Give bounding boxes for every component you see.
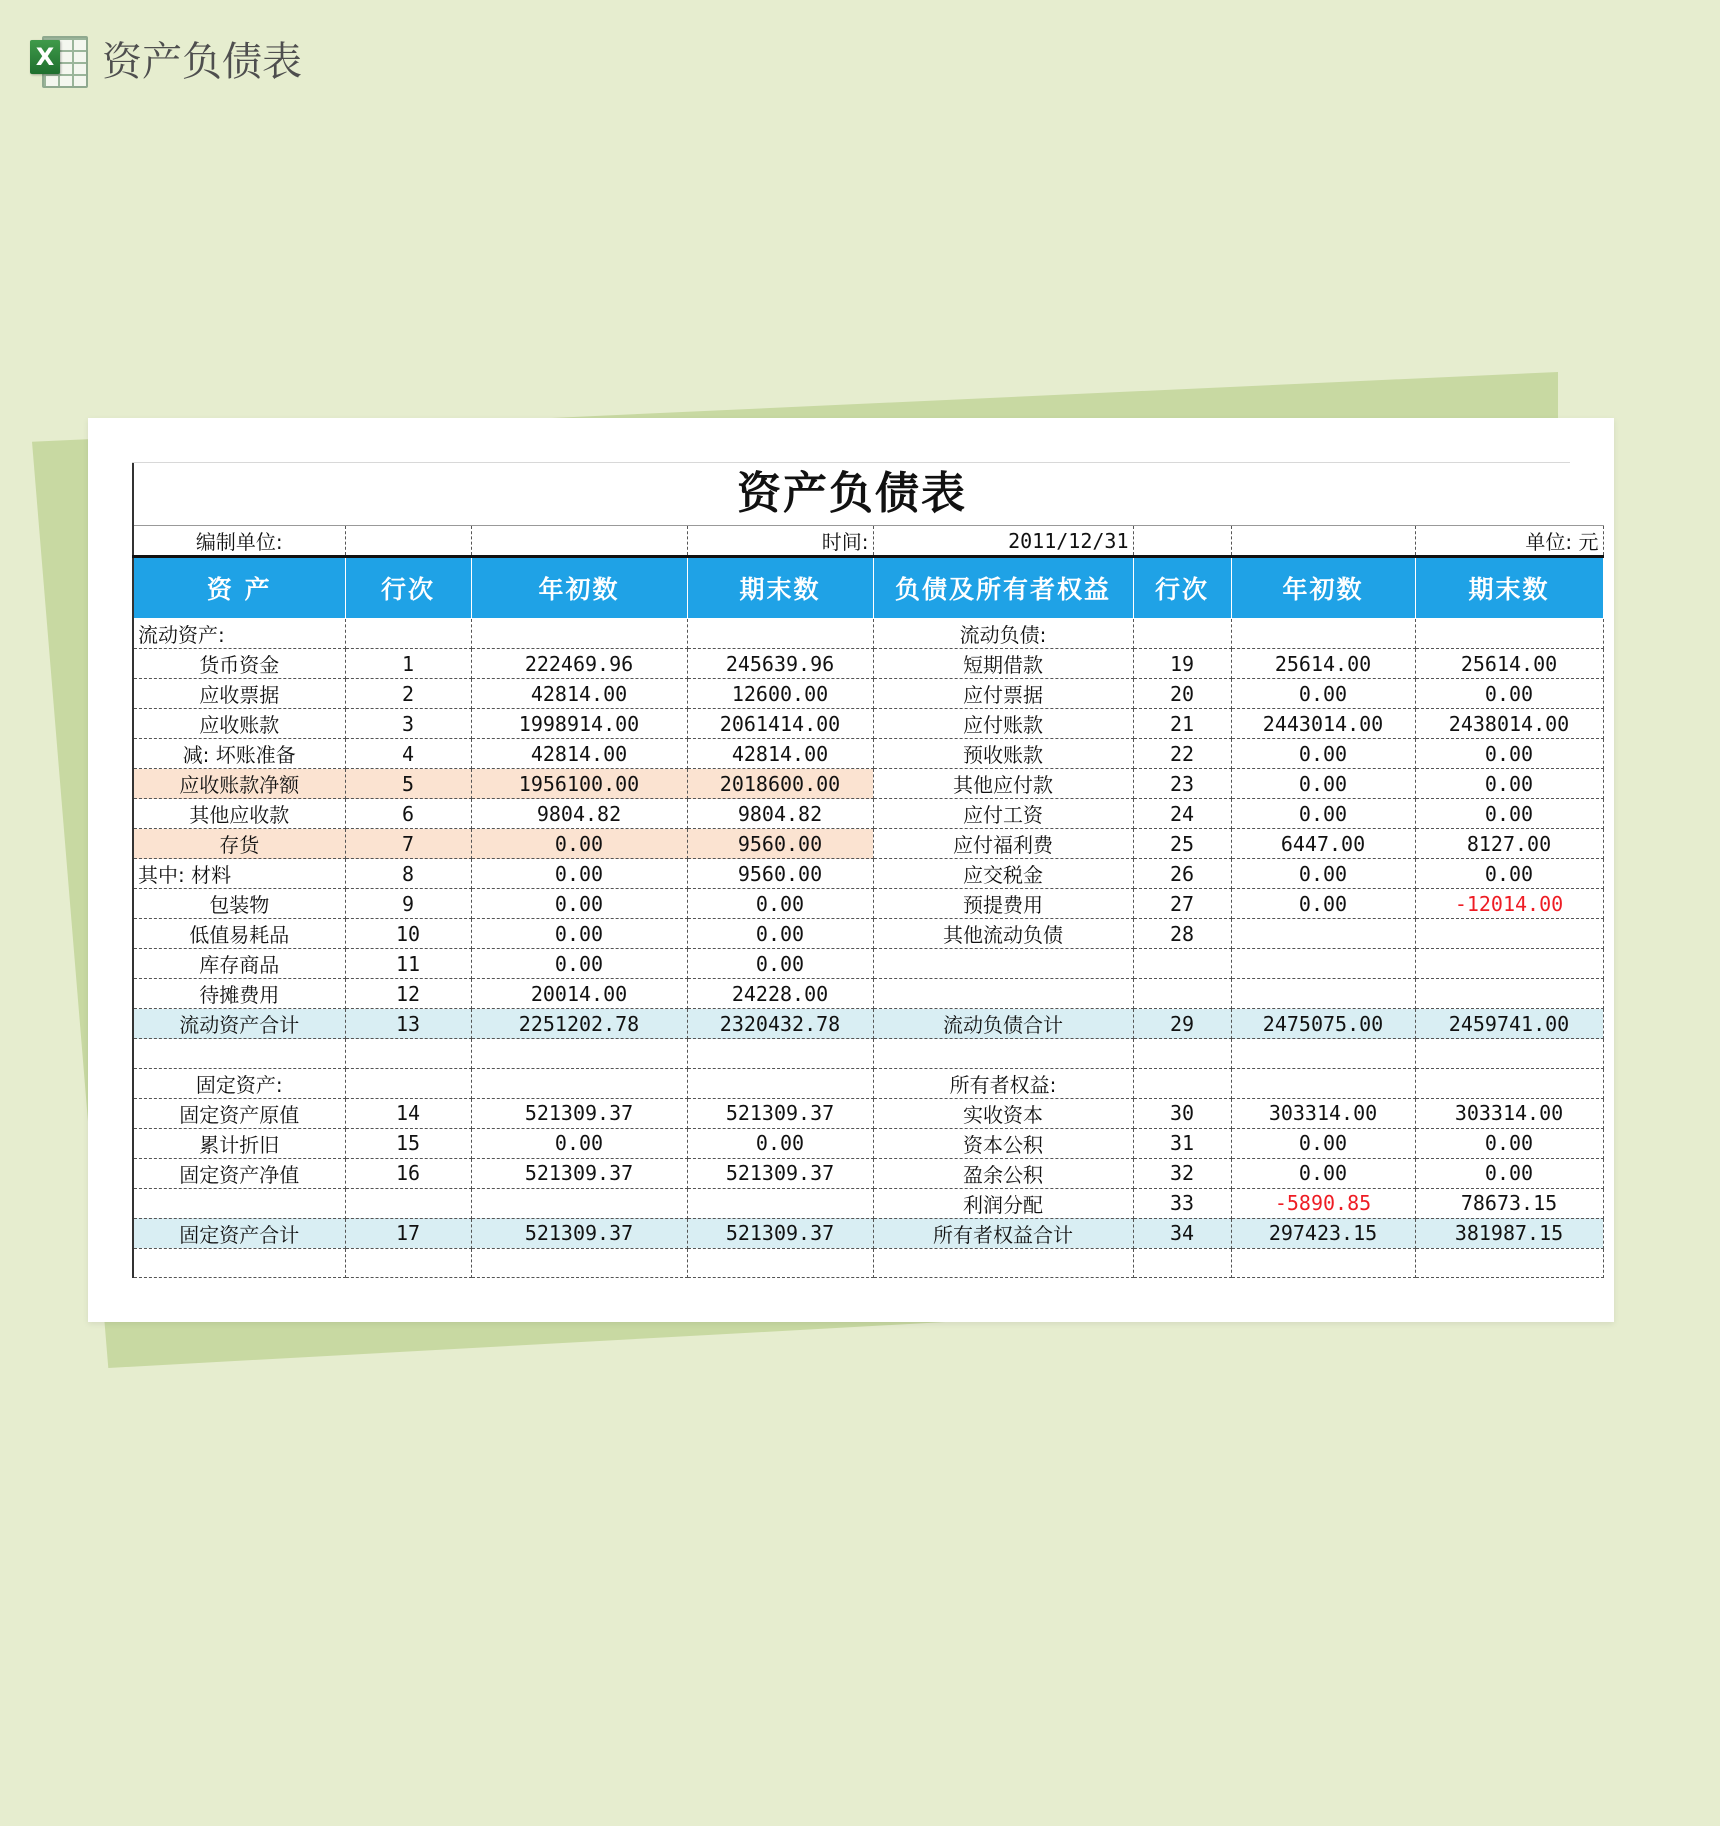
end-value-cell[interactable]: 0.00 [687,1128,873,1158]
row-no-cell[interactable]: 13 [345,1009,471,1039]
end-header: 期末数 [687,557,873,619]
begin-value-cell[interactable]: 0.00 [1231,799,1415,829]
asset-name-cell[interactable]: 其中: 材料 [133,859,345,889]
begin-value-cell[interactable] [471,619,687,649]
end-value-cell[interactable]: 8127.00 [1415,829,1603,859]
time-value: 2011/12/31 [873,526,1133,557]
begin-value-cell[interactable] [1231,919,1415,949]
balance-sheet-table [132,525,1604,1278]
row-no-cell[interactable] [1133,979,1231,1009]
table-row [133,829,1603,859]
liability-name-cell[interactable]: 预收账款 [873,739,1133,769]
begin-value-cell[interactable]: 1998914.00 [471,709,687,739]
asset-name-cell[interactable]: 累计折旧 [133,1128,345,1158]
info-blank [471,526,687,557]
asset-name-cell[interactable]: 低值易耗品 [133,919,345,949]
begin-value-cell[interactable]: 9804.82 [471,799,687,829]
end-value-cell[interactable]: 2018600.00 [687,769,873,799]
row-no-cell[interactable]: 34 [1133,1218,1231,1248]
row-no-cell[interactable]: 26 [1133,859,1231,889]
app-header [30,28,302,88]
liability-name-cell[interactable] [873,1248,1133,1278]
row-no-cell[interactable] [1133,1039,1231,1069]
begin-value-cell[interactable]: 521309.37 [471,1218,687,1248]
row-no-cell[interactable]: 24 [1133,799,1231,829]
end-value-cell[interactable] [1415,919,1603,949]
end-value-cell[interactable]: 381987.15 [1415,1218,1603,1248]
row-no-cell[interactable]: 4 [345,739,471,769]
row-no-cell[interactable]: 3 [345,709,471,739]
begin-value-cell[interactable]: 0.00 [471,889,687,919]
liability-name-cell[interactable]: 应付工资 [873,799,1133,829]
end-value-cell[interactable] [1415,1068,1603,1098]
table-row [133,619,1603,649]
sheet-title: 资产负债表 [132,463,1570,525]
begin-value-cell[interactable]: 0.00 [1231,859,1415,889]
row-no-cell[interactable]: 17 [345,1218,471,1248]
app-title: 资产负债表 [102,38,302,85]
asset-name-cell[interactable]: 减: 坏账准备 [133,739,345,769]
begin-value-cell[interactable]: 0.00 [1231,889,1415,919]
end-value-cell[interactable]: 24228.00 [687,979,873,1009]
begin-value-cell[interactable]: 521309.37 [471,1098,687,1128]
asset-name-cell[interactable]: 流动资产合计 [133,1009,345,1039]
row-no-cell[interactable]: 5 [345,769,471,799]
table-row [133,919,1603,949]
company-value[interactable] [345,526,471,557]
end-value-cell[interactable]: 0.00 [1415,1128,1603,1158]
end-value-cell[interactable]: 521309.37 [687,1158,873,1188]
liability-name-cell[interactable]: 应交税金 [873,859,1133,889]
end-value-cell[interactable] [1415,979,1603,1009]
begin-value-cell[interactable]: 0.00 [1231,1158,1415,1188]
table-row [133,1158,1603,1188]
table-row [133,1248,1603,1278]
liability-name-cell[interactable]: 应付票据 [873,679,1133,709]
row-no-cell[interactable] [1133,619,1231,649]
asset-name-cell[interactable]: 应收票据 [133,679,345,709]
row-no-cell[interactable]: 6 [345,799,471,829]
table-row [133,709,1603,739]
begin-value-cell[interactable]: 42814.00 [471,739,687,769]
asset-name-cell[interactable]: 固定资产原值 [133,1098,345,1128]
table-row [133,1128,1603,1158]
begin-value-cell[interactable]: 303314.00 [1231,1098,1415,1128]
liability-name-cell[interactable]: 其他流动负债 [873,919,1133,949]
liability-name-cell[interactable]: 所有者权益: [873,1068,1133,1098]
row-no-cell[interactable] [345,619,471,649]
asset-name-cell[interactable] [133,1188,345,1218]
asset-name-cell[interactable] [133,1248,345,1278]
liability-name-cell[interactable]: 资本公积 [873,1128,1133,1158]
end-value-cell[interactable]: 0.00 [1415,799,1603,829]
row-no-cell[interactable]: 15 [345,1128,471,1158]
row-no-cell[interactable]: 10 [345,919,471,949]
table-row [133,1039,1603,1069]
liability-name-cell[interactable]: 流动负债合计 [873,1009,1133,1039]
row-no-cell[interactable]: 9 [345,889,471,919]
row-no-cell[interactable]: 32 [1133,1158,1231,1188]
asset-name-cell[interactable]: 包装物 [133,889,345,919]
info-blank [1133,526,1231,557]
unit-label: 单位: 元 [1415,526,1603,557]
begin-value-cell[interactable]: 0.00 [1231,1128,1415,1158]
begin-value-cell[interactable] [1231,1039,1415,1069]
end-value-cell[interactable] [687,1039,873,1069]
end-value-cell[interactable]: 42814.00 [687,739,873,769]
begin-value-cell[interactable]: 0.00 [1231,679,1415,709]
row-no-cell[interactable]: 19 [1133,649,1231,679]
begin-value-cell[interactable]: -5890.85 [1231,1188,1415,1218]
table-row [133,859,1603,889]
end-value-cell[interactable] [687,1188,873,1218]
begin-value-cell[interactable]: 2443014.00 [1231,709,1415,739]
row-no-cell[interactable]: 1 [345,649,471,679]
row-no-cell[interactable]: 23 [1133,769,1231,799]
row-no-cell[interactable]: 28 [1133,919,1231,949]
asset-name-cell[interactable]: 待摊费用 [133,979,345,1009]
table-row [133,769,1603,799]
time-label: 时间: [687,526,873,557]
begin-value-cell[interactable] [1231,619,1415,649]
company-label: 编制单位: [133,526,345,557]
liability-name-cell[interactable]: 预提费用 [873,889,1133,919]
asset-name-cell[interactable]: 固定资产净值 [133,1158,345,1188]
end-value-cell[interactable]: 78673.15 [1415,1188,1603,1218]
begin-value-cell[interactable]: 0.00 [471,1128,687,1158]
begin-value-cell[interactable] [1231,979,1415,1009]
row-no-cell[interactable]: 20 [1133,679,1231,709]
table-row [133,979,1603,1009]
begin-value-cell[interactable]: 2251202.78 [471,1009,687,1039]
liability-name-cell[interactable] [873,949,1133,979]
row-no-cell[interactable] [345,1068,471,1098]
begin-value-cell[interactable] [1231,1068,1415,1098]
end-value-cell[interactable] [1415,1248,1603,1278]
end-value-cell[interactable]: 0.00 [687,949,873,979]
row-no-cell[interactable]: 16 [345,1158,471,1188]
end-value-cell[interactable] [687,1068,873,1098]
liability-name-cell[interactable]: 应付福利费 [873,829,1133,859]
table-row [133,739,1603,769]
row-no-cell[interactable]: 29 [1133,1009,1231,1039]
asset-name-cell[interactable]: 应收账款净额 [133,769,345,799]
end-value-cell[interactable]: 2320432.78 [687,1009,873,1039]
liability-name-cell[interactable]: 其他应付款 [873,769,1133,799]
begin-value-cell[interactable] [471,1039,687,1069]
row-no-header: 行次 [345,557,471,619]
table-row [133,1098,1603,1128]
asset-name-cell[interactable]: 存货 [133,829,345,859]
table-row [133,1068,1603,1098]
liability-name-cell[interactable]: 盈余公积 [873,1158,1133,1188]
liability-name-cell[interactable] [873,1039,1133,1069]
end-value-cell[interactable]: 2459741.00 [1415,1009,1603,1039]
spreadsheet-paper [88,418,1614,1322]
row-no-cell[interactable]: 33 [1133,1188,1231,1218]
asset-name-cell[interactable] [133,1039,345,1069]
liability-name-cell[interactable]: 短期借款 [873,649,1133,679]
liability-name-cell[interactable]: 应付账款 [873,709,1133,739]
end-value-cell[interactable]: 9560.00 [687,859,873,889]
liability-name-cell[interactable] [873,979,1133,1009]
begin-value-cell[interactable]: 0.00 [1231,739,1415,769]
row-no-cell[interactable]: 14 [345,1098,471,1128]
table-row [133,679,1603,709]
begin-value-cell[interactable]: 2475075.00 [1231,1009,1415,1039]
row-no-cell[interactable] [1133,1068,1231,1098]
end-value-cell[interactable]: 0.00 [687,889,873,919]
asset-name-cell[interactable]: 应收账款 [133,709,345,739]
row-no-cell[interactable]: 27 [1133,889,1231,919]
row-no-cell[interactable]: 12 [345,979,471,1009]
row-no-cell[interactable]: 7 [345,829,471,859]
liability-name-cell[interactable]: 流动负债: [873,619,1133,649]
row-no-cell[interactable] [345,1188,471,1218]
begin-value-cell[interactable]: 25614.00 [1231,649,1415,679]
liability-name-cell[interactable]: 利润分配 [873,1188,1133,1218]
row-no-cell[interactable]: 30 [1133,1098,1231,1128]
begin-value-cell[interactable]: 297423.15 [1231,1218,1415,1248]
end-value-cell[interactable]: 0.00 [1415,769,1603,799]
begin-value-cell[interactable] [471,1068,687,1098]
end-value-cell[interactable]: 0.00 [1415,739,1603,769]
liability-name-cell[interactable]: 所有者权益合计 [873,1218,1133,1248]
begin-value-cell[interactable]: 0.00 [471,829,687,859]
row-no-cell[interactable]: 11 [345,949,471,979]
begin-value-cell[interactable]: 0.00 [471,949,687,979]
end-value-cell[interactable]: 12600.00 [687,679,873,709]
end-value-cell[interactable]: 2061414.00 [687,709,873,739]
asset-name-cell[interactable]: 固定资产: [133,1068,345,1098]
row-no-header: 行次 [1133,557,1231,619]
end-value-cell[interactable]: 25614.00 [1415,649,1603,679]
end-value-cell[interactable]: -12014.00 [1415,889,1603,919]
liability-name-cell[interactable]: 实收资本 [873,1098,1133,1128]
spreadsheet-viewport [132,462,1599,1273]
begin-value-cell[interactable]: 42814.00 [471,679,687,709]
end-value-cell[interactable] [687,619,873,649]
row-no-cell[interactable] [1133,949,1231,979]
end-value-cell[interactable] [1415,949,1603,979]
end-value-cell[interactable]: 245639.96 [687,649,873,679]
begin-header: 年初数 [1231,557,1415,619]
begin-value-cell[interactable]: 1956100.00 [471,769,687,799]
table-row [133,1218,1603,1248]
begin-value-cell[interactable]: 20014.00 [471,979,687,1009]
end-value-cell[interactable]: 0.00 [1415,1158,1603,1188]
begin-value-cell[interactable] [1231,1248,1415,1278]
table-row [133,949,1603,979]
end-value-cell[interactable]: 521309.37 [687,1098,873,1128]
begin-value-cell[interactable]: 0.00 [471,919,687,949]
end-value-cell[interactable]: 9804.82 [687,799,873,829]
end-value-cell[interactable]: 521309.37 [687,1218,873,1248]
row-no-cell[interactable] [1133,1248,1231,1278]
end-value-cell[interactable]: 9560.00 [687,829,873,859]
begin-value-cell[interactable]: 6447.00 [1231,829,1415,859]
row-no-cell[interactable] [345,1248,471,1278]
header-row [133,557,1603,619]
info-row [133,526,1603,557]
table-row [133,1188,1603,1218]
row-no-cell[interactable]: 2 [345,679,471,709]
begin-value-cell[interactable] [1231,949,1415,979]
asset-name-cell[interactable]: 货币资金 [133,649,345,679]
asset-name-cell[interactable]: 固定资产合计 [133,1218,345,1248]
row-no-cell[interactable]: 8 [345,859,471,889]
excel-icon: X [30,30,86,86]
end-value-cell[interactable] [1415,619,1603,649]
row-no-cell[interactable]: 22 [1133,739,1231,769]
begin-value-cell[interactable]: 0.00 [471,859,687,889]
table-row [133,1009,1603,1039]
end-value-cell[interactable]: 0.00 [1415,859,1603,889]
end-value-cell[interactable] [687,1248,873,1278]
row-no-cell[interactable]: 21 [1133,709,1231,739]
row-no-cell[interactable]: 31 [1133,1128,1231,1158]
asset-header: 资 产 [133,557,345,619]
begin-value-cell[interactable] [471,1248,687,1278]
end-value-cell[interactable]: 2438014.00 [1415,709,1603,739]
table-row [133,799,1603,829]
end-header: 期末数 [1415,557,1603,619]
begin-value-cell[interactable]: 222469.96 [471,649,687,679]
row-no-cell[interactable]: 25 [1133,829,1231,859]
table-row [133,889,1603,919]
info-blank [1231,526,1415,557]
row-no-cell[interactable] [345,1039,471,1069]
end-value-cell[interactable]: 0.00 [687,919,873,949]
liability-header: 负债及所有者权益 [873,557,1133,619]
asset-name-cell[interactable]: 库存商品 [133,949,345,979]
asset-name-cell[interactable]: 流动资产: [133,619,345,649]
begin-value-cell[interactable]: 521309.37 [471,1158,687,1188]
table-row [133,649,1603,679]
begin-value-cell[interactable]: 0.00 [1231,769,1415,799]
asset-name-cell[interactable]: 其他应收款 [133,799,345,829]
end-value-cell[interactable]: 0.00 [1415,679,1603,709]
begin-value-cell[interactable] [471,1188,687,1218]
end-value-cell[interactable]: 303314.00 [1415,1098,1603,1128]
begin-header: 年初数 [471,557,687,619]
end-value-cell[interactable] [1415,1039,1603,1069]
